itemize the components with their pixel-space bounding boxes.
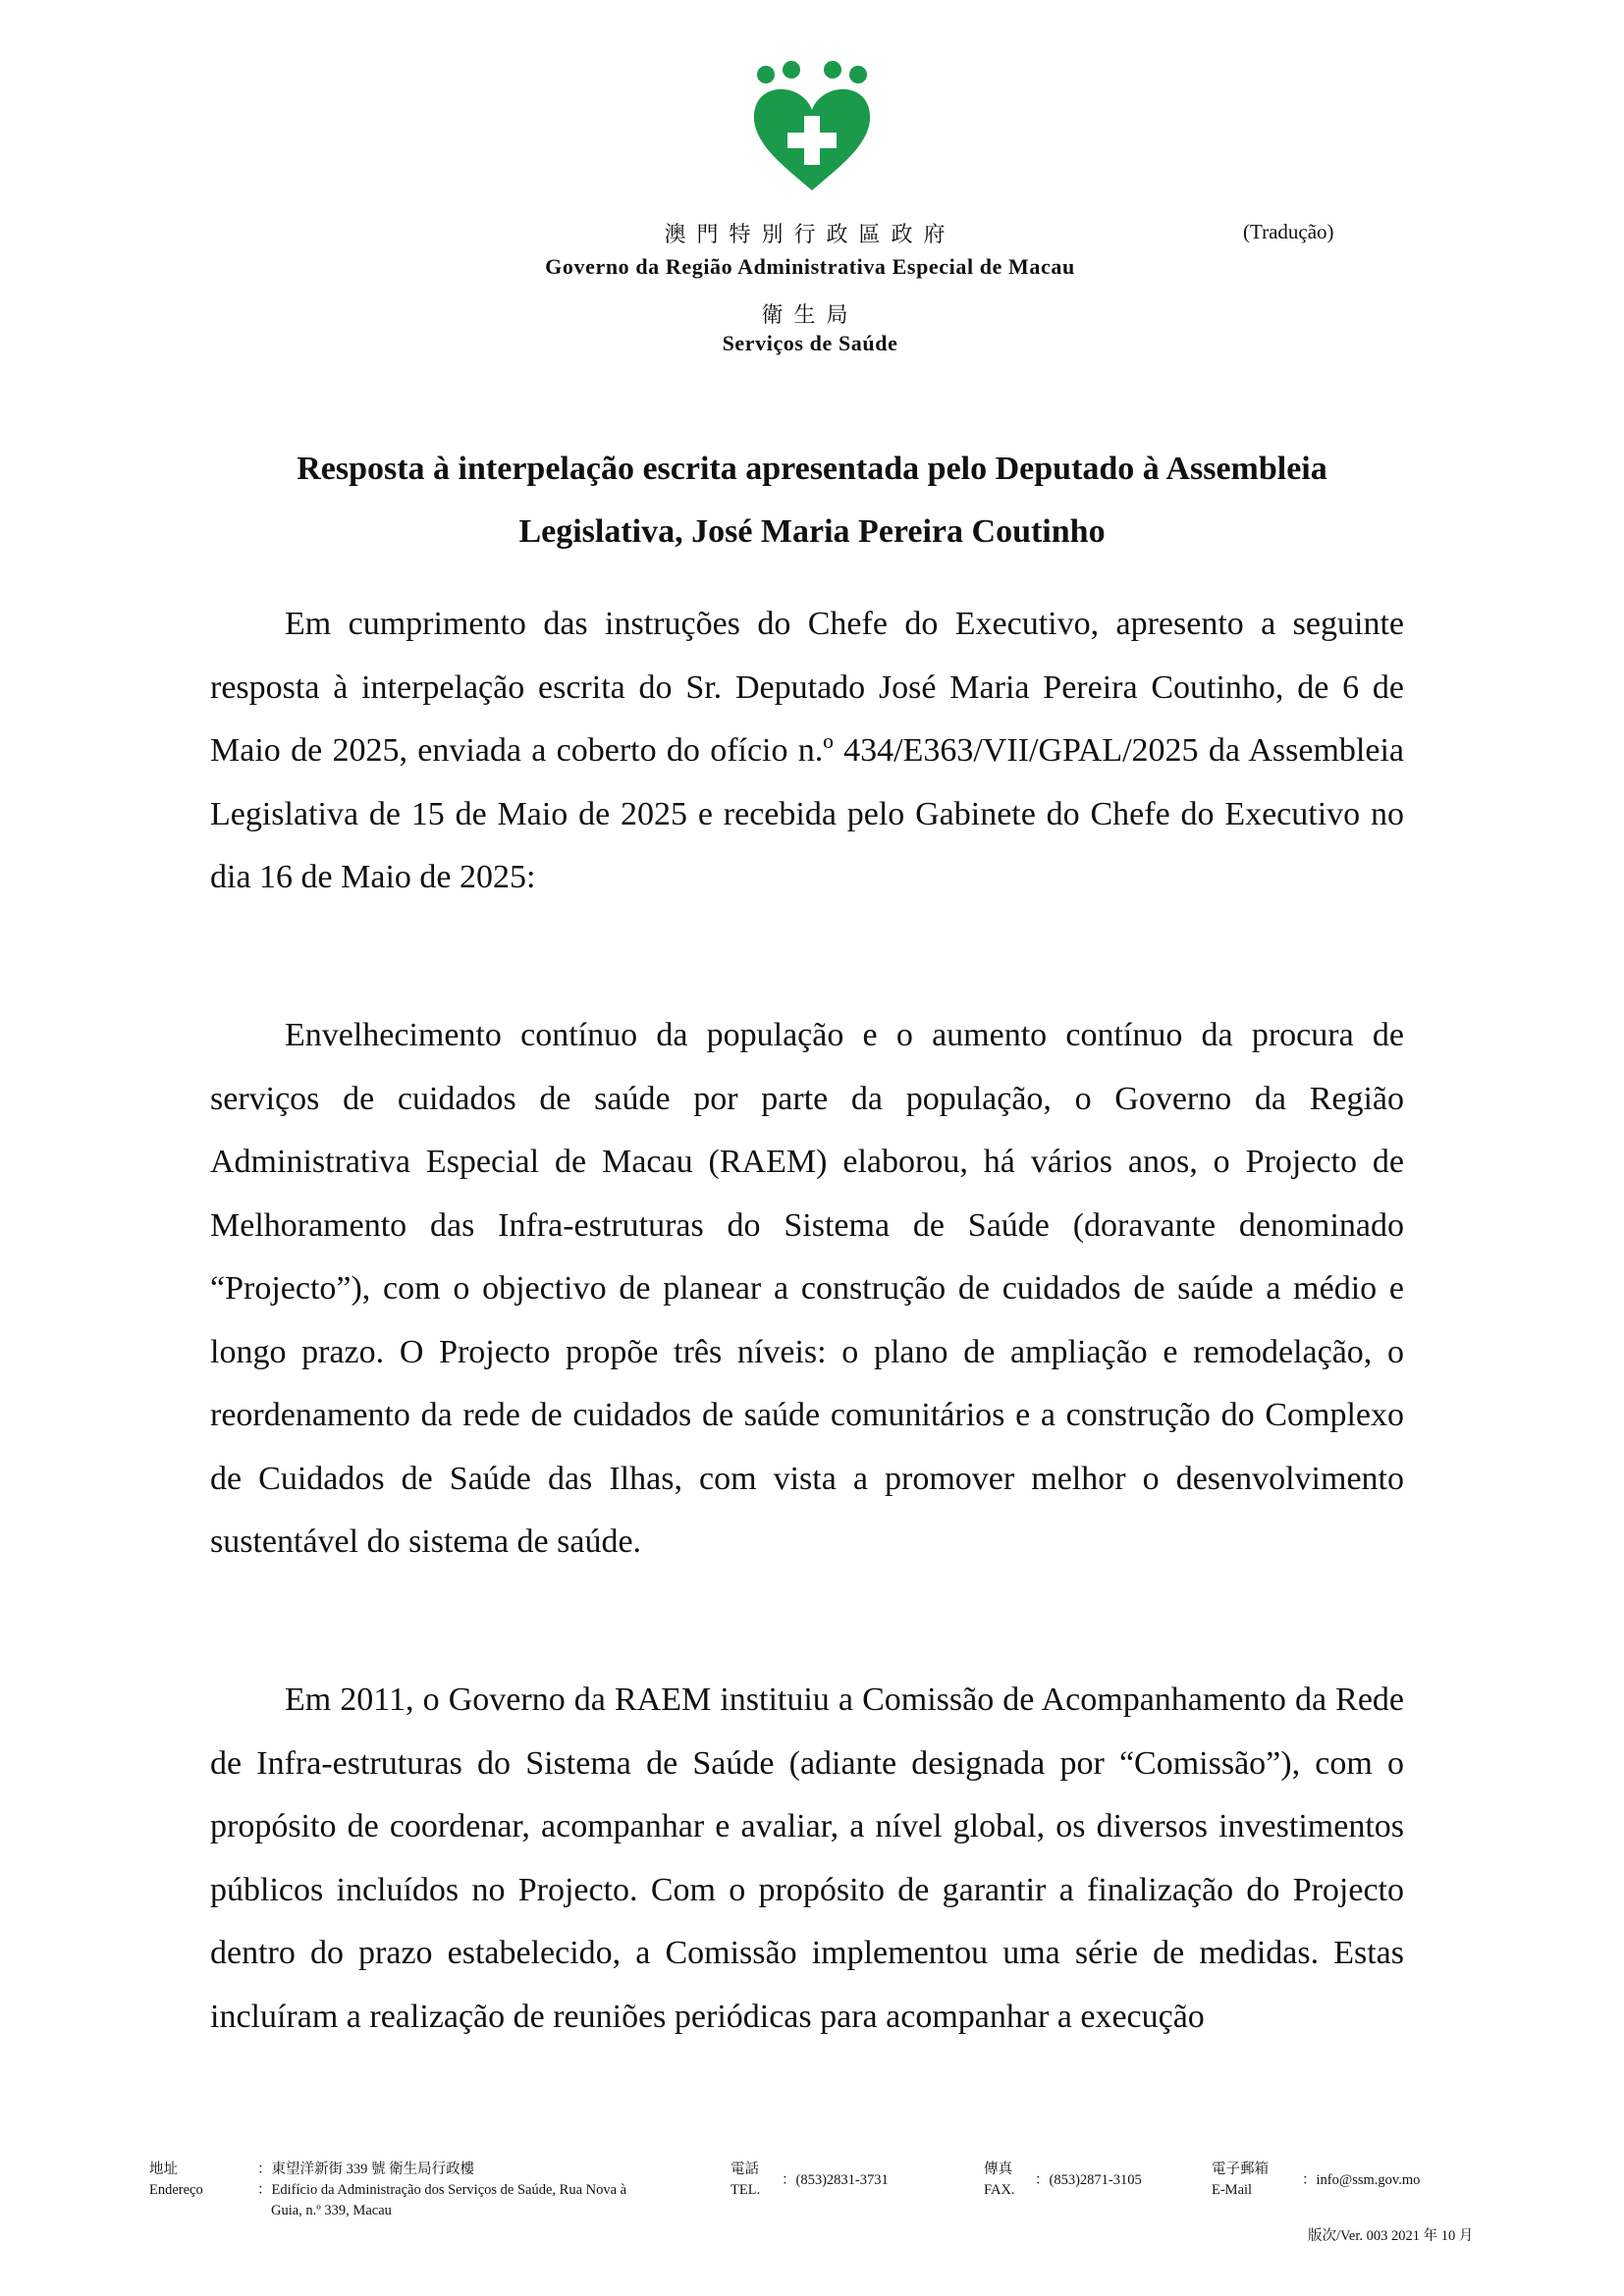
tel-label-chinese: 電話 (731, 2162, 759, 2177)
footer-fax: ：(853)2871-3105 (1035, 2172, 1142, 2188)
translation-note: (Tradução) (1243, 220, 1334, 243)
footer-fax-labels (984, 2160, 1015, 2201)
address-portuguese-line-1: ：Edifício da Administração dos Serviços de Saúde, Rua Nova à (257, 2182, 627, 2198)
footer-email: ：info@ssm.gov.mo (1302, 2172, 1421, 2188)
logo-person-head-3 (824, 61, 841, 79)
government-name-chinese: 澳門特別行政區政府 (664, 222, 956, 246)
footer-tel-labels (731, 2160, 760, 2201)
footer-email-labels (1212, 2160, 1269, 2201)
email-label-chinese: 電子郵箱 (1212, 2162, 1269, 2177)
paragraph-text: Envelhecimento contínuo da população e o aumento contínuo da procura de serviços de cuidados de saúde por parte da população, o Governo da Região Administrativa Especial de Macau (RAEM) elaborou, há vários anos, o Projecto de Melhoramento das Infra-estruturas do Sistema de Saúde (doravante denominado “Projecto”), com o objectivo de planear a construção de cuidados de saúde a médio e longo prazo. O Projecto propõe três níveis: o plano de ampliação e remodelação, o reordenamento da rede de cuidados de saúde comunitários e a construção do Complexo de Cuidados de Saúde das Ilhas, com vista a promover melhor o desenvolvimento sustentável do sistema de saúde. (210, 1017, 1404, 1560)
government-name-portuguese: Governo da Região Administrativa Especial de Macau (545, 254, 1075, 279)
address-chinese: ：東望洋新街 339 號 衛生局行政樓 (257, 2162, 475, 2177)
logo-person-head-2 (783, 61, 800, 79)
document-version: 版次/Ver. 003 2021 年 10 月 (1308, 2228, 1474, 2244)
paragraph-text: Em cumprimento das instruções do Chefe do Executivo, apresento a seguinte resposta à interpelação escrita do Sr. Deputado José Maria Pereira Coutinho, de 6 de Maio de 2025, enviada a coberto do ofício n.º 434/E363/VII/GPAL/2025 da Assembleia Legislativa de 15 de Maio de 2025 e recebida pelo Gabinete do Chefe do Executivo no dia 16 de Maio de 2025: (210, 606, 1404, 895)
logo-person-head-4 (849, 66, 867, 83)
department-name-chinese: 衛生局 (761, 302, 859, 327)
body-paragraph-3 (210, 1669, 1404, 2049)
document-title (196, 438, 1428, 563)
tel-label-portuguese: TEL. (731, 2182, 761, 2198)
paragraph-text: Em 2011, o Governo da RAEM instituiu a Comissão de Acompanhamento da Rede de Infra-estruturas do Sistema de Saúde (adiante designada por “Comissão”), com o propósito de coordenar, acompanhar e avaliar, a nível global, os diversos investimentos públicos incluídos no Projecto. Com o propósito de garantir a finalização do Projecto dentro do prazo estabelecido, a Comissão implementou uma série de medidas. Estas incluíram a realização de reuniões periódicas para acompanhar a execução (210, 1682, 1404, 2035)
body-paragraph-1 (210, 593, 1404, 910)
footer-address (257, 2160, 699, 2221)
department-name-portuguese: Serviços de Saúde (722, 331, 898, 355)
document-title-line-2: Legislativa, José Maria Pereira Coutinho (518, 513, 1106, 550)
email-label-portuguese: E-Mail (1212, 2182, 1253, 2198)
logo-person-head-1 (757, 66, 775, 83)
footer-tel: ：(853)2831-3731 (782, 2172, 889, 2188)
footer-address-labels (149, 2160, 203, 2201)
document-title-line-1: Resposta à interpelação escrita apresentada pelo Deputado à Assembleia (297, 451, 1327, 487)
logo-cross-horizontal (787, 133, 837, 148)
body-paragraph-2 (210, 1004, 1404, 1575)
fax-label-chinese: 傳真 (984, 2162, 1012, 2177)
fax-label-portuguese: FAX. (984, 2182, 1015, 2198)
address-label-chinese: 地址 (149, 2162, 178, 2177)
address-label-portuguese: Endereço (149, 2182, 203, 2198)
health-bureau-logo (748, 61, 876, 193)
address-portuguese-line-2: Guia, n.º 339, Macau (271, 2203, 392, 2218)
